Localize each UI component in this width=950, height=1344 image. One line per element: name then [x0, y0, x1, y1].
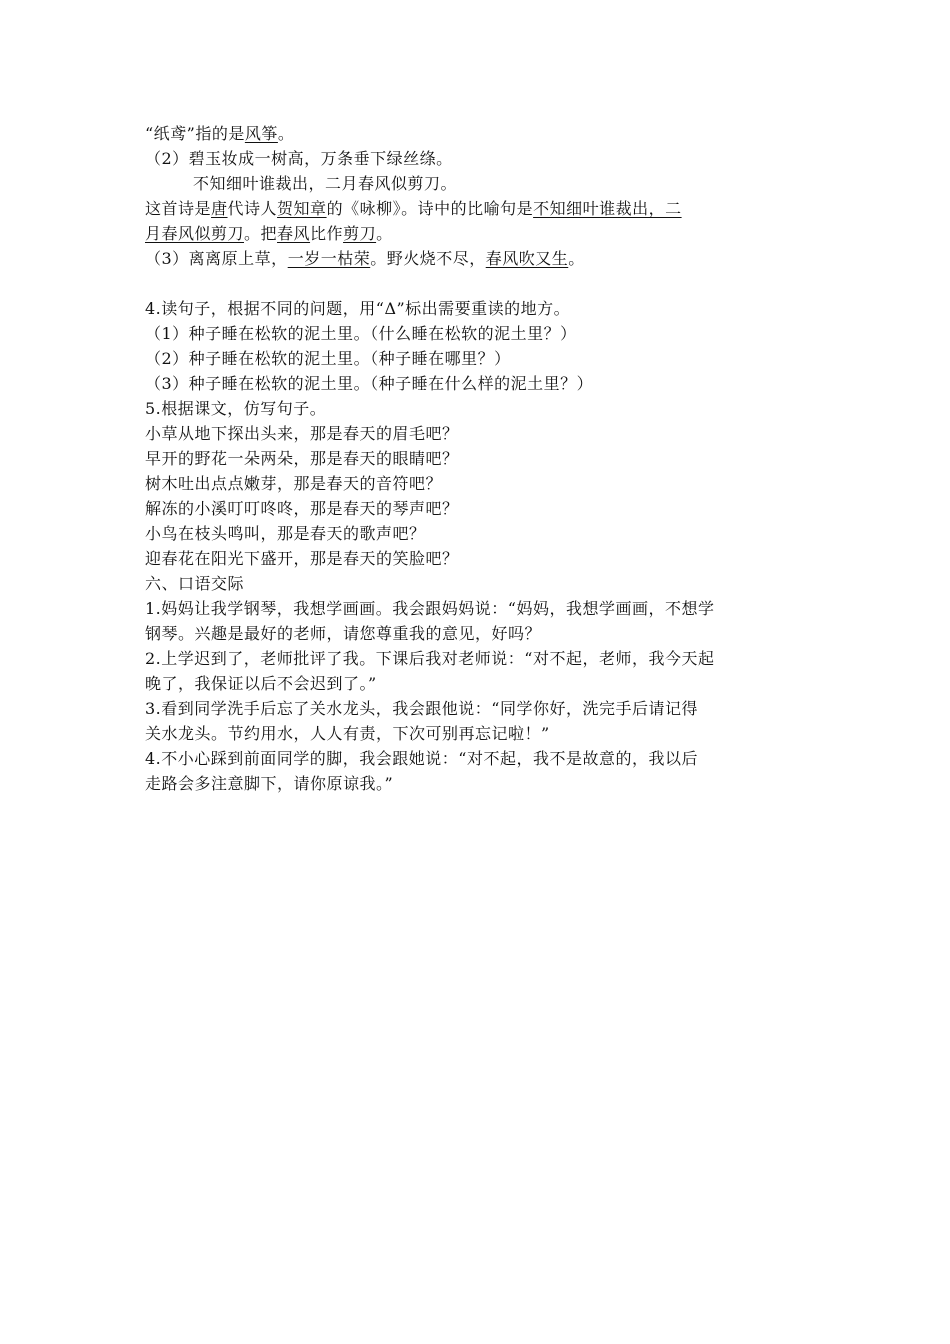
- object-answer: 剪刀: [343, 224, 377, 243]
- q5-line: 解冻的小溪叮叮咚咚，那是春天的琴声吧？: [145, 499, 459, 518]
- poem3-text-a: （3）离离原上草，: [145, 249, 288, 268]
- poem2-text-d: 。把: [244, 224, 278, 243]
- subject-answer: 春风: [277, 224, 311, 243]
- q4-item: （3）种子睡在松软的泥土里。（种子睡在什么样的泥土里？）: [145, 374, 594, 393]
- poem3-line: [145, 246, 810, 271]
- dynasty-answer: 唐: [211, 199, 228, 218]
- poet-answer: 贺知章: [277, 199, 327, 218]
- oral-item-2-line1: 2.上学迟到了，老师批评了我。下课后我对老师说：“对不起，老师，我今天起: [145, 649, 715, 668]
- poem3-answer2: 春风吹又生: [485, 249, 569, 268]
- document-page: [145, 121, 810, 796]
- kite-line: [145, 121, 810, 146]
- oral-item-4-line2: 走路会多注意脚下，请你原谅我。”: [145, 774, 394, 793]
- oral-item-1-line1: 1.妈妈让我学钢琴，我想学画画。我会跟妈妈说：“妈妈，我想学画画，不想学: [145, 599, 715, 618]
- q4-title: 4.读句子，根据不同的问题，用“Δ”标出需要重读的地方。: [145, 299, 571, 318]
- poem2-line1: （2）碧玉妆成一树高，万条垂下绿丝绦。: [145, 149, 453, 168]
- oral-item-2-line2: 晚了，我保证以后不会迟到了。”: [145, 674, 377, 693]
- poem2-line2: 不知细叶谁裁出，二月春风似剪刀。: [193, 174, 458, 193]
- q5-line: 树木吐出点点嫩芽，那是春天的音符吧？: [145, 474, 443, 493]
- poem2-text-a: 这首诗是: [145, 199, 212, 218]
- poem2-text-c: 的《咏柳》。诗中的比喻句是: [326, 199, 534, 218]
- section6-title: 六、口语交际: [145, 574, 245, 593]
- poem2-analysis-line2: [145, 221, 810, 246]
- kite-answer: 风筝: [244, 124, 278, 143]
- kite-prefix: “纸鸢”指的是: [145, 124, 245, 143]
- kite-suffix: 。: [277, 124, 295, 143]
- poem3-text-c: 。: [568, 249, 585, 268]
- poem3-answer1: 一岁一枯荣: [287, 249, 371, 268]
- poem3-text-b: 。野火烧不尽，: [370, 249, 486, 268]
- q5-title: 5.根据课文，仿写句子。: [145, 399, 327, 418]
- poem2-text-f: 。: [376, 224, 393, 243]
- oral-item-4-line1: 4.不小心踩到前面同学的脚，我会跟她说：“对不起，我不是故意的，我以后: [145, 749, 698, 768]
- poem2-analysis-line1: [145, 196, 810, 221]
- simile-answer-part1: 不知细叶谁裁出，二: [533, 199, 682, 218]
- q4-item: （2）种子睡在松软的泥土里。（种子睡在哪里？）: [145, 349, 511, 368]
- q5-line: 小鸟在枝头鸣叫，那是春天的歌声吧？: [145, 524, 426, 543]
- q5-line: 小草从地下探出头来，那是春天的眉毛吧？: [145, 424, 459, 443]
- oral-item-3-line1: 3.看到同学洗手后忘了关水龙头，我会跟他说：“同学你好，洗完手后请记得: [145, 699, 698, 718]
- poem2-text-b: 代诗人: [227, 199, 278, 218]
- poem2-text-e: 比作: [310, 224, 344, 243]
- oral-item-3-line2: 关水龙头。节约用水，人人有责，下次可别再忘记啦！”: [145, 724, 550, 743]
- simile-answer-part2: 月春风似剪刀: [145, 224, 245, 243]
- q5-line: 迎春花在阳光下盛开，那是春天的笑脸吧？: [145, 549, 459, 568]
- oral-item-1-line2: 钢琴。兴趣是最好的老师，请您尊重我的意见，好吗？: [145, 624, 542, 643]
- spacer: [145, 271, 810, 296]
- q4-item: （1）种子睡在松软的泥土里。（什么睡在松软的泥土里？）: [145, 324, 577, 343]
- q5-line: 早开的野花一朵两朵，那是春天的眼睛吧？: [145, 449, 459, 468]
